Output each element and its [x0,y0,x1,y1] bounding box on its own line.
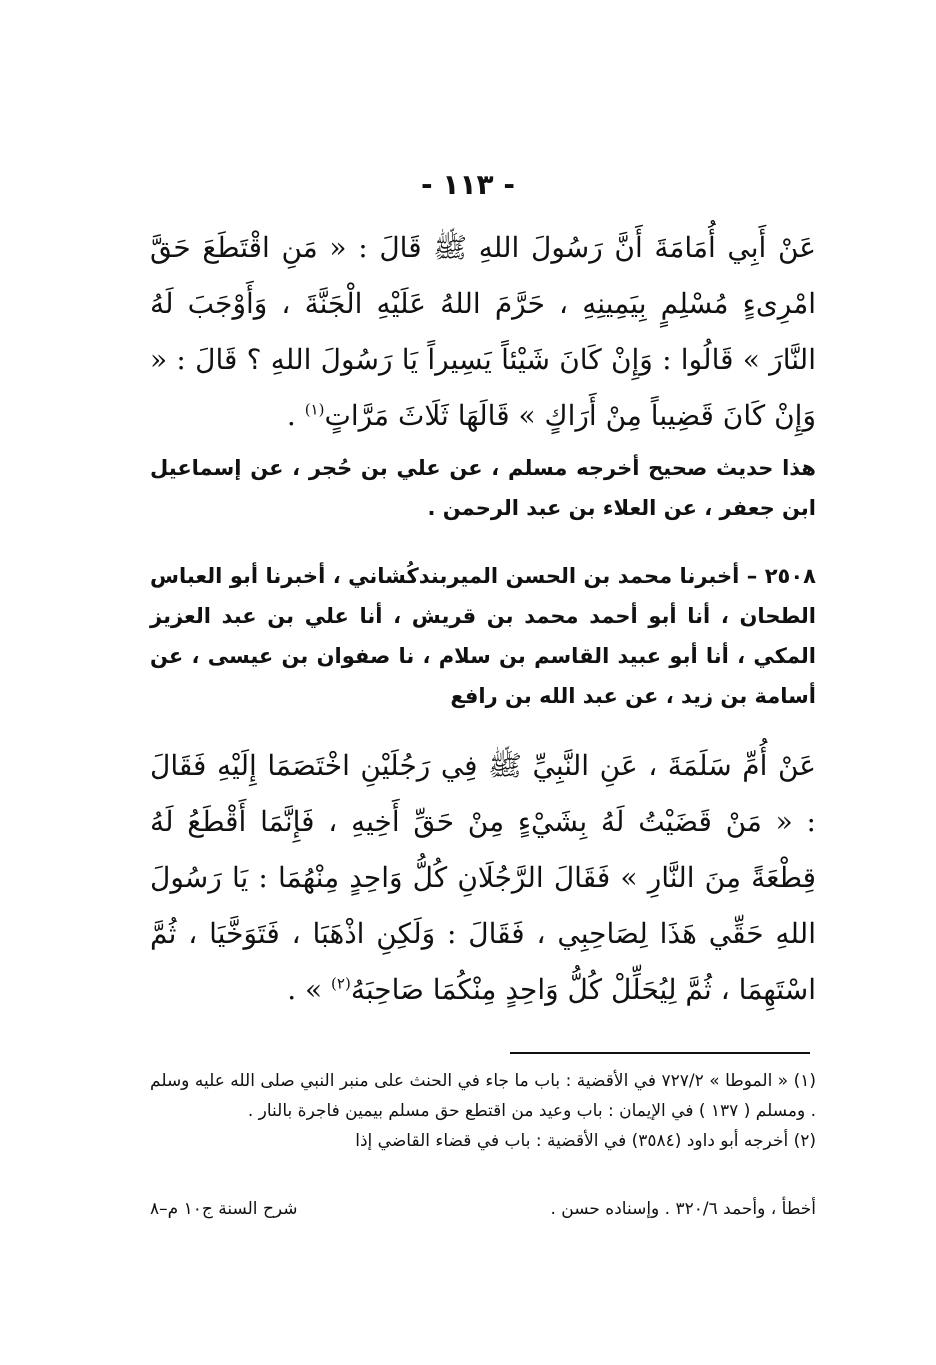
hadith-1-body: عَنْ أَبِي أُمَامَةَ أَنَّ رَسُولَ اللهِ ﷺ قَالَ : « مَنِ اقْتَطَعَ حَقَّ امْرِىءٍ مُسْلِمٍ بِيَمِينِهِ ، حَرَّمَ اللهُ عَلَيْهِ الْجَنَّةَ ، وَأَوْجَبَ لَهُ النَّارَ » قَالُوا : وَإِنْ كَانَ شَيْئاً يَسِيراً يَا رَسُولَ اللهِ ؟ قَالَ : « وَإِنْ كَانَ قَضِيباً مِنْ أَرَاكٍ » قَالَهَا ثَلَاثَ مَرَّاتٍ [150,231,816,432]
footnote-ref-2[interactable]: (٢) [331,974,351,993]
hadith-2-end: » . [287,973,332,1006]
hadith-text-2 [150,738,816,1018]
hadith-2-body: عَنْ أُمِّ سَلَمَةَ ، عَنِ النَّبِيِّ ﷺ فِي رَجُلَيْنِ اخْتَصَمَا إِلَيْهِ فَقَالَ : « مَنْ قَضَيْتُ لَهُ بِشَيْءٍ مِنْ حَقِّ أَخِيهِ ، فَإِنَّمَا أَقْطَعُ لَهُ قِطْعَةً مِنَ النَّارِ » فَقَالَ الرَّجُلَانِ كُلُّ وَاحِدٍ مِنْهُمَا : يَا رَسُولَ اللهِ حَقِّي هَذَا لِصَاحِبِي ، فَقَالَ : وَلَكِنِ اذْهَبَا ، فَتَوَخَّيَا ، ثُمَّ اسْتَهِمَا ، ثُمَّ لِيُحَلِّلْ كُلُّ وَاحِدٍ مِنْكُمَا صَاحِبَهُ [150,749,816,1006]
footnote-2-continuation: أخطأ ، وأحمد ٣٢٠/٦ . وإسناده حسن . [550,1199,816,1219]
page-number: - ١١٣ - [420,168,516,201]
takhrij-note: هذا حديث صحيح أخرجه مسلم ، عن علي بن حُجر ، عن إسماعيل ابن جعفر ، عن العلاء بن عبد الرحمن . [150,456,816,520]
footnote-2: (٢) أخرجه أبو داود (٣٥٨٤) في الأقضية : باب في قضاء القاضي إذا [355,1131,816,1151]
footnote-ref-1[interactable]: (١) [304,400,325,419]
isnad-2508: ٢٥٠٨ – أخبرنا محمد بن الحسن الميربندكُشاني ، أخبرنا أبو العباس الطحان ، أنا أبو أحمد محمد بن قريش ، أنا علي بن عبد العزيز المكي ، أنا أبو عبيد القاسم بن سلام ، نا صفوان بن عيسى ، عن أسامة بن زيد ، عن عبد الله بن رافع [150,564,816,708]
footnote-divider [510,1052,810,1054]
footnote-1: (١) « الموطا » ٧٢٧/٢ في الأقضية : باب ما جاء في الحنث على منبر النبي صلى الله عليه وسلم . ومسلم ( ١٣٧ ) في الإيمان : باب وعيد من اقتطع حق مسلم بيمين فاجرة بالنار . [150,1071,817,1121]
hadith-1-end: . [286,399,305,432]
hadith-text-1 [150,220,816,444]
footer-line [150,1194,816,1224]
footnotes [150,1066,816,1156]
signature-mark: شرح السنة ج١٠ م–٨ [150,1199,298,1219]
